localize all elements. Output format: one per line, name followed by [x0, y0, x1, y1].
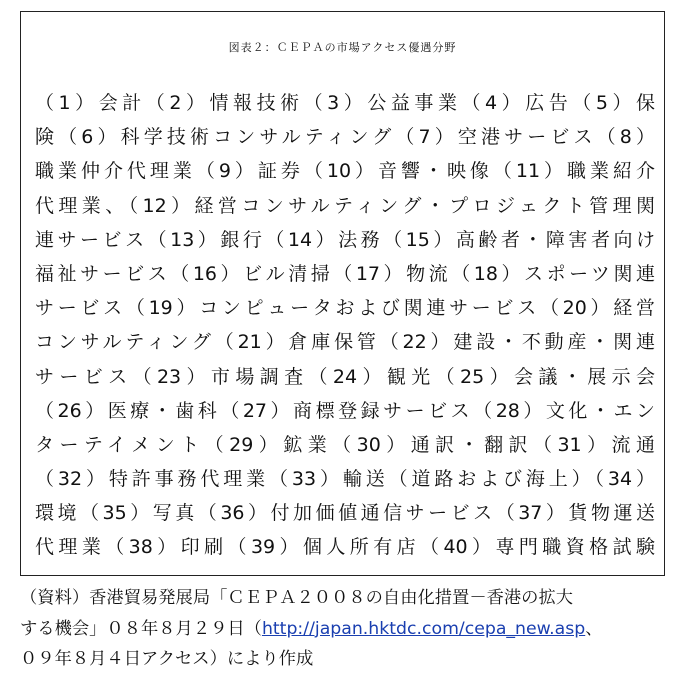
sector-list-line: 職業仲介代理業（9）証券（10）音響・映像（11）職業紹介 — [35, 160, 655, 183]
figure-box — [20, 11, 665, 576]
sector-list — [35, 86, 655, 565]
source-line-2 — [20, 614, 670, 645]
sector-list-line: 環境（35）写真（36）付加価値通信サービス（37）貨物運送 — [35, 502, 655, 525]
figure-title: 図表２：ＣＥＰＡの市場アクセス優遇分野 — [228, 41, 457, 54]
source-note — [20, 583, 670, 675]
sector-list-line: 福祉サービス（16）ビル清掃（17）物流（18）スポーツ関連 — [35, 262, 655, 285]
source-text-suffix: 、 — [585, 618, 603, 639]
sector-list-line: （32）特許事務代理業（33）輸送（道路および海上）（34） — [35, 468, 655, 491]
sector-list-line: （26）医療・歯科（27）商標登録サービス（28）文化・エン — [35, 399, 655, 422]
sector-list-line: サービス（19）コンピュータおよび関連サービス（20）経営 — [35, 297, 655, 320]
source-text: する機会」０８年８月２９日（ — [20, 618, 262, 639]
sector-list-line: 険（6）科学技術コンサルティング（7）空港サービス（8） — [35, 126, 655, 149]
sector-list-line: ターテイメント（29）鉱業（30）通訳・翻訳（31）流通 — [35, 433, 655, 456]
sector-list-line: 連サービス（13）銀行（14）法務（15）高齢者・障害者向け — [35, 228, 655, 251]
sector-list-line: （1）会計（2）情報技術（3）公益事業（4）広告（5）保 — [35, 92, 655, 114]
source-link[interactable]: http://japan.hktdc.com/cepa_new.asp — [261, 618, 586, 639]
sector-list-line: 代理業（38）印刷（39）個人所有店（40）専門職資格試験 — [35, 536, 655, 559]
sector-list-line: コンサルティング（21）倉庫保管（22）建設・不動産・関連 — [35, 331, 655, 354]
sector-list-line: サービス（23）市場調査（24）観光（25）会議・展示会 — [35, 365, 655, 388]
source-line-3: ０９年８月４日アクセス）により作成 — [20, 649, 314, 669]
source-line-1: （資料）香港貿易発展局「ＣＥＰＡ２００８の自由化措置－香港の拡大 — [20, 588, 574, 608]
sector-list-line: 代理業、（12）経営コンサルティング・プロジェクト管理関 — [35, 194, 655, 217]
